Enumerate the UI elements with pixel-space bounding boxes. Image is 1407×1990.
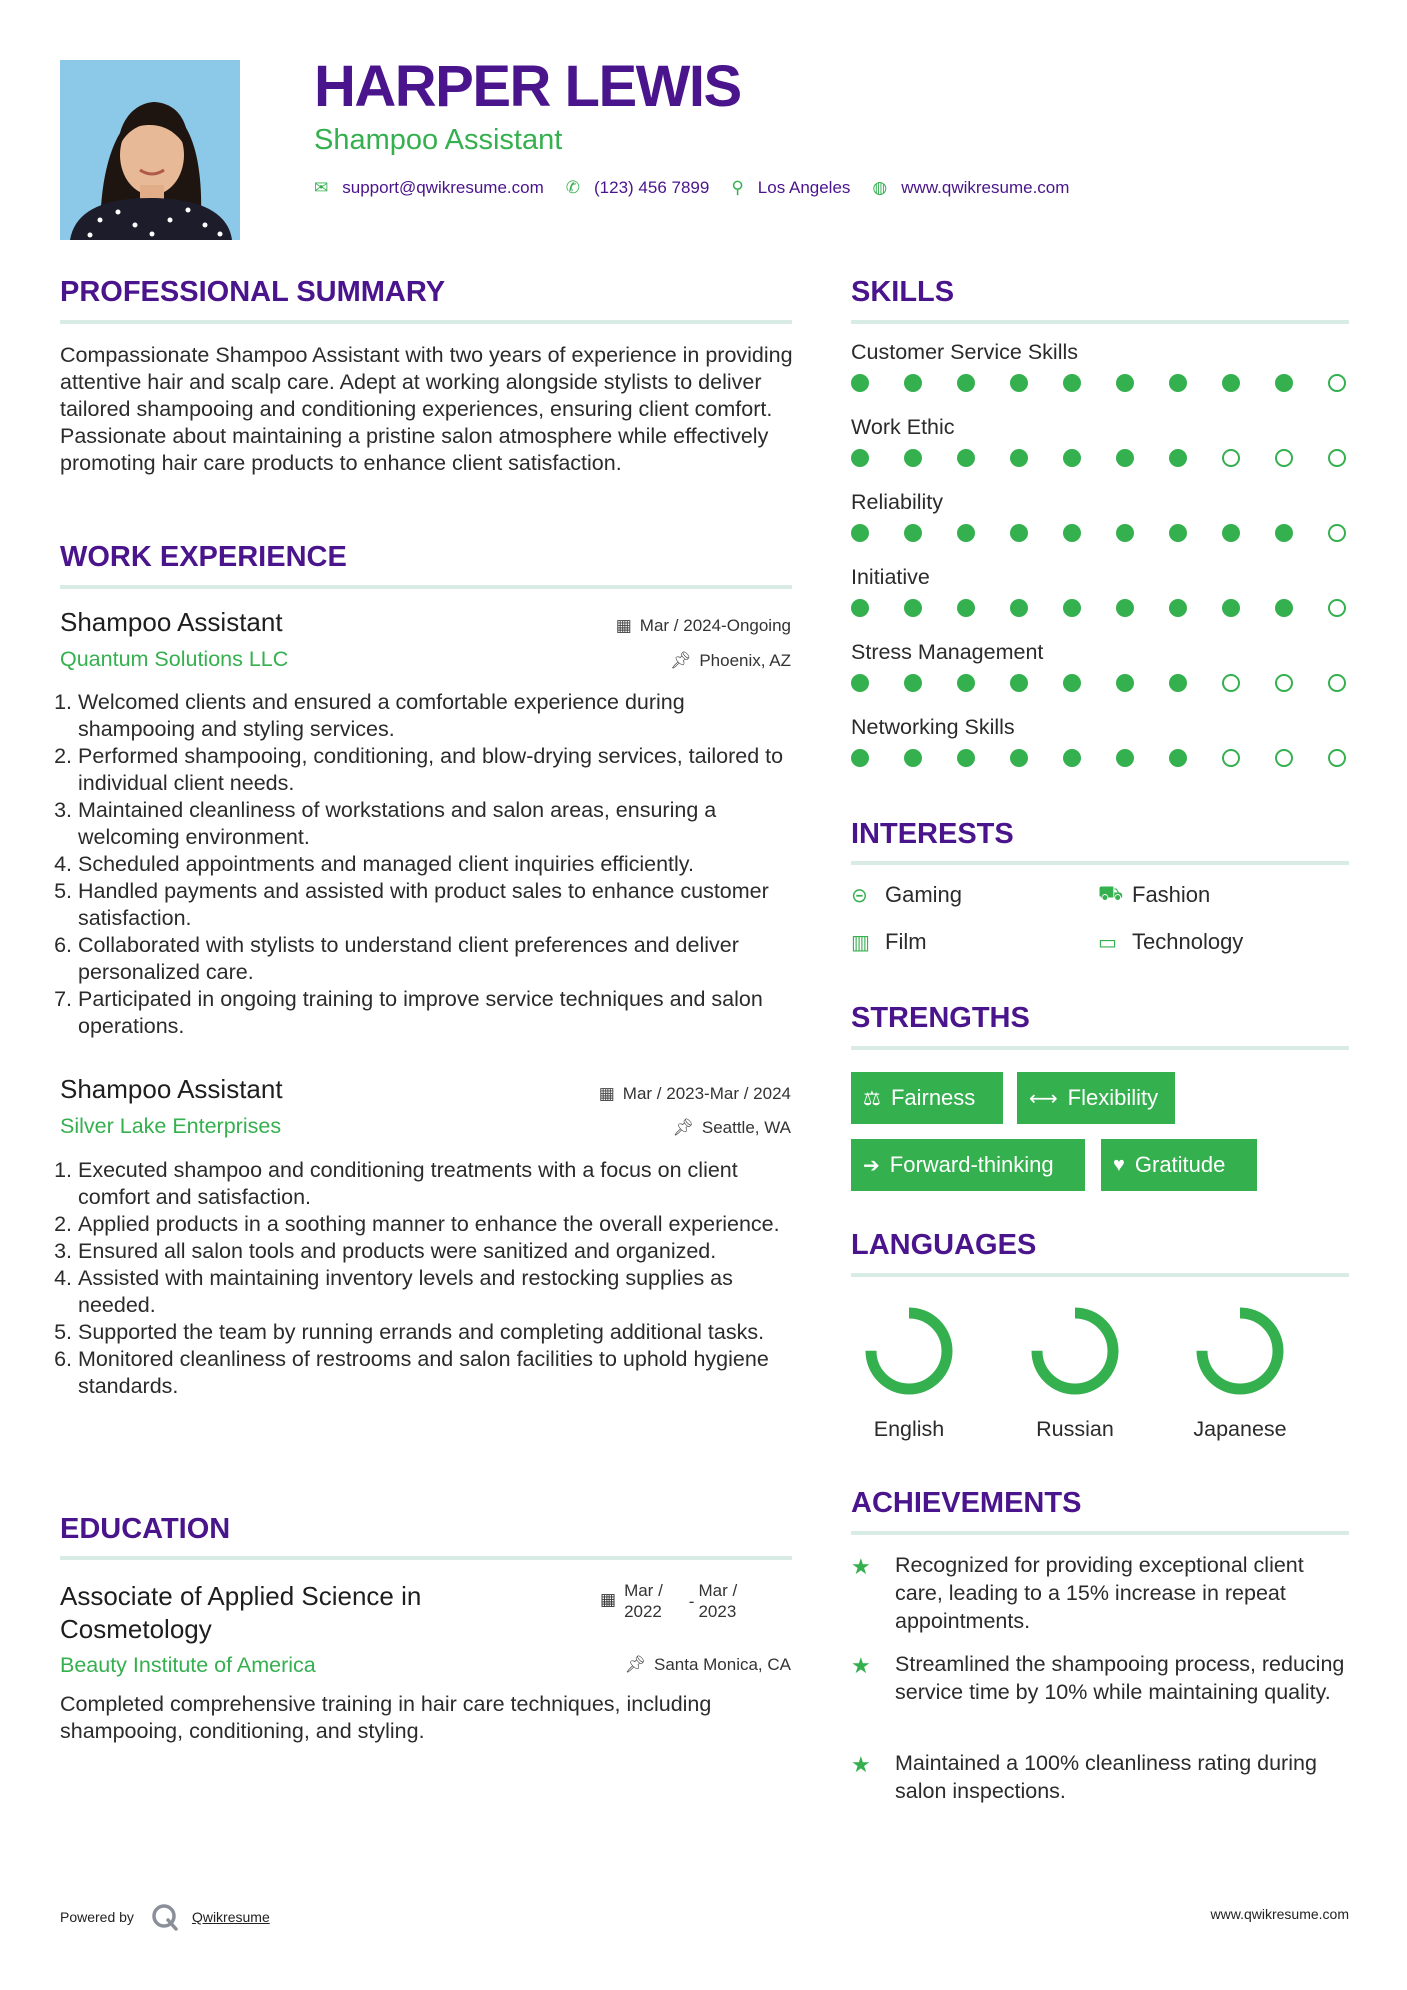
phone-icon: ✆ (565, 178, 580, 197)
calendar-icon: ▦ (600, 1590, 617, 1609)
rating-dot-filled (851, 374, 869, 392)
skill-rating (851, 447, 1351, 469)
skill-rating (851, 747, 1351, 769)
rating-dot-empty (1222, 674, 1240, 692)
school-name: Beauty Institute of America (60, 1653, 316, 1677)
degree-title (60, 1580, 421, 1646)
summary-rule (60, 320, 792, 324)
education-date (600, 1580, 737, 1622)
start-month: Mar / (624, 1581, 663, 1600)
skill-name: Stress Management (851, 640, 1044, 664)
skill-rating (851, 672, 1351, 694)
list-item: 4. Assisted with maintaining inventory levels and restocking supplies as needed. (78, 1265, 800, 1319)
rating-dot-empty (1275, 449, 1293, 467)
education-heading: EDUCATION (60, 1513, 231, 1545)
rating-dot-filled (1116, 524, 1134, 542)
languages-heading: LANGUAGES (851, 1229, 1037, 1261)
rating-dot-filled (1169, 449, 1187, 467)
start-date (624, 1580, 663, 1622)
education-description: Completed comprehensive training in hair care techniques, including shampooing, conditioning, and styling. (60, 1692, 712, 1743)
contact-website[interactable]: www.qwikresume.com (901, 178, 1070, 197)
rating-dot-filled (1222, 374, 1240, 392)
laptop-icon: ▭ (1098, 931, 1117, 954)
contact-email[interactable]: support@qwikresume.com (342, 178, 544, 197)
end-date (698, 1580, 737, 1622)
language-item (1180, 1303, 1300, 1442)
strength-tag: ♥ Gratitude (1101, 1139, 1257, 1191)
heart-icon: ♥ (1113, 1153, 1125, 1176)
rating-dot-empty (1328, 374, 1346, 392)
list-item: 4. Scheduled appointments and managed client inquiries efficiently. (78, 851, 800, 878)
rating-dot-filled (1063, 449, 1081, 467)
rating-dot-filled (851, 674, 869, 692)
pin-icon: 📌︎ (672, 1118, 694, 1137)
achievements-rule (851, 1531, 1349, 1535)
arrows-horizontal-icon: ⟷ (1029, 1087, 1058, 1110)
skills-rule (851, 320, 1349, 324)
skill-rating (851, 597, 1351, 619)
rating-dot-filled (1169, 524, 1187, 542)
degree-line: Cosmetology (60, 1614, 212, 1644)
candidate-title: Shampoo Assistant (314, 124, 563, 156)
rating-dot-filled (1010, 599, 1028, 617)
skill-name: Networking Skills (851, 715, 1015, 739)
job-date: ▦ Mar / 2023-Mar / 2024 (598, 1084, 791, 1103)
rating-dot-filled (1010, 449, 1028, 467)
start-year: 2022 (624, 1602, 662, 1621)
rating-dot-empty (1328, 599, 1346, 617)
language-level-ring (1027, 1303, 1123, 1399)
list-item: 7. Participated in ongoing training to improve service techniques and salon operations. (78, 986, 800, 1040)
rating-dot-filled (904, 599, 922, 617)
achievement-item: ★ Recognized for providing exceptional client care, leading to a 15% increase in repeat appointments. (851, 1553, 1304, 1633)
rating-dot-filled (1063, 524, 1081, 542)
degree-line: Associate of Applied Science in (60, 1581, 422, 1611)
skill-name: Customer Service Skills (851, 340, 1078, 364)
interest-gaming: ⊝ Gaming (851, 882, 963, 907)
experience-rule (60, 585, 792, 589)
rating-dot-filled (1116, 449, 1134, 467)
interests-heading: INTERESTS (851, 818, 1014, 850)
rating-dot-filled (1063, 374, 1081, 392)
list-item: 3. Maintained cleanliness of workstations and salon areas, ensuring a welcoming environment. (78, 797, 800, 851)
rating-dot-filled (957, 449, 975, 467)
skill-row (851, 340, 1351, 394)
interests-rule (851, 861, 1349, 865)
end-year: 2023 (698, 1602, 737, 1621)
skill-row (851, 640, 1351, 694)
rating-dot-filled (957, 374, 975, 392)
language-level-arc (871, 1313, 947, 1389)
rating-dot-filled (957, 599, 975, 617)
candidate-name: HARPER LEWIS (314, 54, 741, 119)
rating-dot-filled (1116, 674, 1134, 692)
end-month: Mar / (698, 1581, 738, 1600)
rating-dot-filled (1275, 374, 1293, 392)
summary-heading: PROFESSIONAL SUMMARY (60, 276, 446, 308)
list-item: 6. Monitored cleanliness of restrooms and salon facilities to uphold hygiene standards. (78, 1346, 800, 1400)
map-marker-icon: ⚲ (731, 178, 744, 197)
rating-dot-filled (1116, 374, 1134, 392)
job-date: ▦ Mar / 2024-Ongoing (615, 616, 791, 635)
rating-dot-filled (957, 749, 975, 767)
language-level-arc (1202, 1313, 1278, 1389)
rating-dot-filled (851, 599, 869, 617)
job-company: Quantum Solutions LLC (60, 647, 289, 671)
job-title: Shampoo Assistant (60, 1074, 283, 1104)
list-item: 2. Performed shampooing, conditioning, and blow-drying services, tailored to individual client needs. (78, 743, 800, 797)
rating-dot-empty (1328, 449, 1346, 467)
rating-dot-filled (1063, 674, 1081, 692)
gamepad-icon: ⊝ (851, 884, 868, 907)
contact-location: Los Angeles (757, 178, 851, 197)
rating-dot-filled (957, 524, 975, 542)
rating-dot-empty (1275, 749, 1293, 767)
list-item: 6. Collaborated with stylists to understand client preferences and deliver personalized care. (78, 932, 800, 986)
rating-dot-filled (1010, 374, 1028, 392)
list-item: 5. Handled payments and assisted with product sales to enhance customer satisfaction. (78, 878, 800, 932)
rating-dot-empty (1275, 674, 1293, 692)
language-name: English (873, 1417, 945, 1441)
strengths-heading: STRENGTHS (851, 1002, 1030, 1034)
rating-dot-filled (904, 374, 922, 392)
calendar-icon: ▦ (598, 1084, 615, 1103)
language-item (1015, 1303, 1135, 1442)
language-item (849, 1303, 969, 1442)
star-icon: ★ (851, 1752, 871, 1777)
rating-dot-filled (904, 524, 922, 542)
skill-row (851, 715, 1351, 769)
envelope-icon: ✉ (314, 178, 329, 197)
footer-powered-by (60, 1902, 270, 1932)
pin-icon: 📌︎ (624, 1655, 646, 1674)
list-item: 5. Supported the team by running errands and completing additional tasks. (78, 1319, 800, 1346)
job-location: 📌︎ Seattle, WA (672, 1118, 791, 1137)
summary-text: Compassionate Shampoo Assistant with two years of experience in providing attentive hair and scalp care. Adept at working alongside stylists to deliver tailored shampooing and conditioning experiences, ensuring client comfort. Passionate about maintaining a pristine salon atmosphere while effectively promoting hair care products to enhance client satisfaction. (60, 343, 793, 475)
skill-name: Work Ethic (851, 415, 955, 439)
qwikresume-logo-icon (150, 1902, 180, 1932)
balance-scale-icon: ⚖ (863, 1087, 881, 1110)
education-rule (60, 1556, 792, 1560)
rating-dot-filled (1010, 674, 1028, 692)
skill-name: Reliability (851, 490, 944, 514)
list-item: 2. Applied products in a soothing manner to enhance the overall experience. (78, 1211, 800, 1238)
rating-dot-filled (1010, 749, 1028, 767)
rating-dot-filled (1169, 749, 1187, 767)
rating-dot-filled (1222, 599, 1240, 617)
interest-film: ▥ Film (851, 929, 927, 954)
rating-dot-filled (1222, 524, 1240, 542)
language-name: Japanese (1193, 1417, 1287, 1441)
rating-dot-filled (904, 674, 922, 692)
strength-tag: ➔ Forward-thinking (851, 1139, 1085, 1191)
rating-dot-filled (851, 449, 869, 467)
rating-dot-empty (1328, 674, 1346, 692)
rating-dot-filled (904, 749, 922, 767)
rating-dot-filled (1063, 599, 1081, 617)
list-item: 1. Welcomed clients and ensured a comfortable experience during shampooing and styling services. (78, 689, 800, 743)
skills-heading: SKILLS (851, 276, 955, 308)
skill-row (851, 415, 1351, 469)
profile-photo (60, 60, 240, 240)
rating-dot-empty (1222, 449, 1240, 467)
list-item: 3. Ensured all salon tools and products were sanitized and organized. (78, 1238, 800, 1265)
arrow-right-icon: ➔ (863, 1154, 880, 1177)
date-dash: - (688, 1592, 695, 1611)
job-title: Shampoo Assistant (60, 607, 283, 637)
skill-rating (851, 522, 1351, 544)
job-bullets (60, 689, 800, 1040)
rating-dot-filled (1275, 524, 1293, 542)
shopping-bag-icon: ⛟ (1098, 882, 1124, 905)
rating-dot-filled (1275, 599, 1293, 617)
job-bullets (60, 1157, 800, 1400)
achievement-item: ★ Streamlined the shampooing process, reducing service time by 10% while maintaining quality. (851, 1652, 1345, 1704)
rating-dot-filled (1116, 599, 1134, 617)
achievement-item: ★ Maintained a 100% cleanliness rating during salon inspections. (851, 1751, 1317, 1803)
list-item: 1. Executed shampoo and conditioning treatments with a focus on client comfort and satisfaction. (78, 1157, 800, 1211)
skill-rating (851, 372, 1351, 394)
contact-bar (314, 178, 1091, 198)
rating-dot-filled (1116, 749, 1134, 767)
job-company: Silver Lake Enterprises (60, 1114, 282, 1138)
skill-row (851, 565, 1351, 619)
film-icon: ▥ (851, 931, 870, 954)
experience-heading: WORK EXPERIENCE (60, 541, 347, 573)
footer-website[interactable]: www.qwikresume.com (1210, 1906, 1349, 1922)
interest-technology: ▭ Technology (1098, 929, 1244, 954)
rating-dot-filled (1010, 524, 1028, 542)
interest-fashion: ⛟ Fashion (1098, 882, 1211, 907)
calendar-icon: ▦ (615, 616, 632, 635)
qwikresume-link[interactable]: Qwikresume (191, 1909, 270, 1925)
strengths-rule (851, 1046, 1349, 1050)
language-level-ring (861, 1303, 957, 1399)
rating-dot-filled (904, 449, 922, 467)
rating-dot-filled (1169, 599, 1187, 617)
star-icon: ★ (851, 1653, 871, 1678)
achievements-heading: ACHIEVEMENTS (851, 1487, 1082, 1519)
star-icon: ★ (851, 1554, 871, 1579)
rating-dot-filled (1063, 749, 1081, 767)
job-location: 📌︎ Phoenix, AZ (669, 651, 791, 670)
rating-dot-filled (957, 674, 975, 692)
school-location: 📌︎ Santa Monica, CA (624, 1655, 791, 1674)
skill-row (851, 490, 1351, 544)
pin-icon: 📌︎ (669, 651, 692, 670)
powered-by-label: Powered by (60, 1909, 134, 1925)
language-level-ring (1192, 1303, 1288, 1399)
rating-dot-filled (1169, 374, 1187, 392)
contact-phone[interactable]: (123) 456 7899 (594, 178, 710, 197)
rating-dot-filled (851, 524, 869, 542)
language-name: Russian (1036, 1417, 1114, 1441)
skill-name: Initiative (851, 565, 930, 589)
strength-tag: ⚖ Fairness (851, 1072, 1003, 1124)
strength-tag: ⟷ Flexibility (1017, 1072, 1175, 1124)
rating-dot-filled (851, 749, 869, 767)
rating-dot-filled (1169, 674, 1187, 692)
rating-dot-empty (1328, 749, 1346, 767)
languages-rule (851, 1273, 1349, 1277)
rating-dot-empty (1222, 749, 1240, 767)
rating-dot-empty (1328, 524, 1346, 542)
language-level-arc (1037, 1313, 1113, 1389)
globe-icon: ◍ (872, 178, 888, 197)
